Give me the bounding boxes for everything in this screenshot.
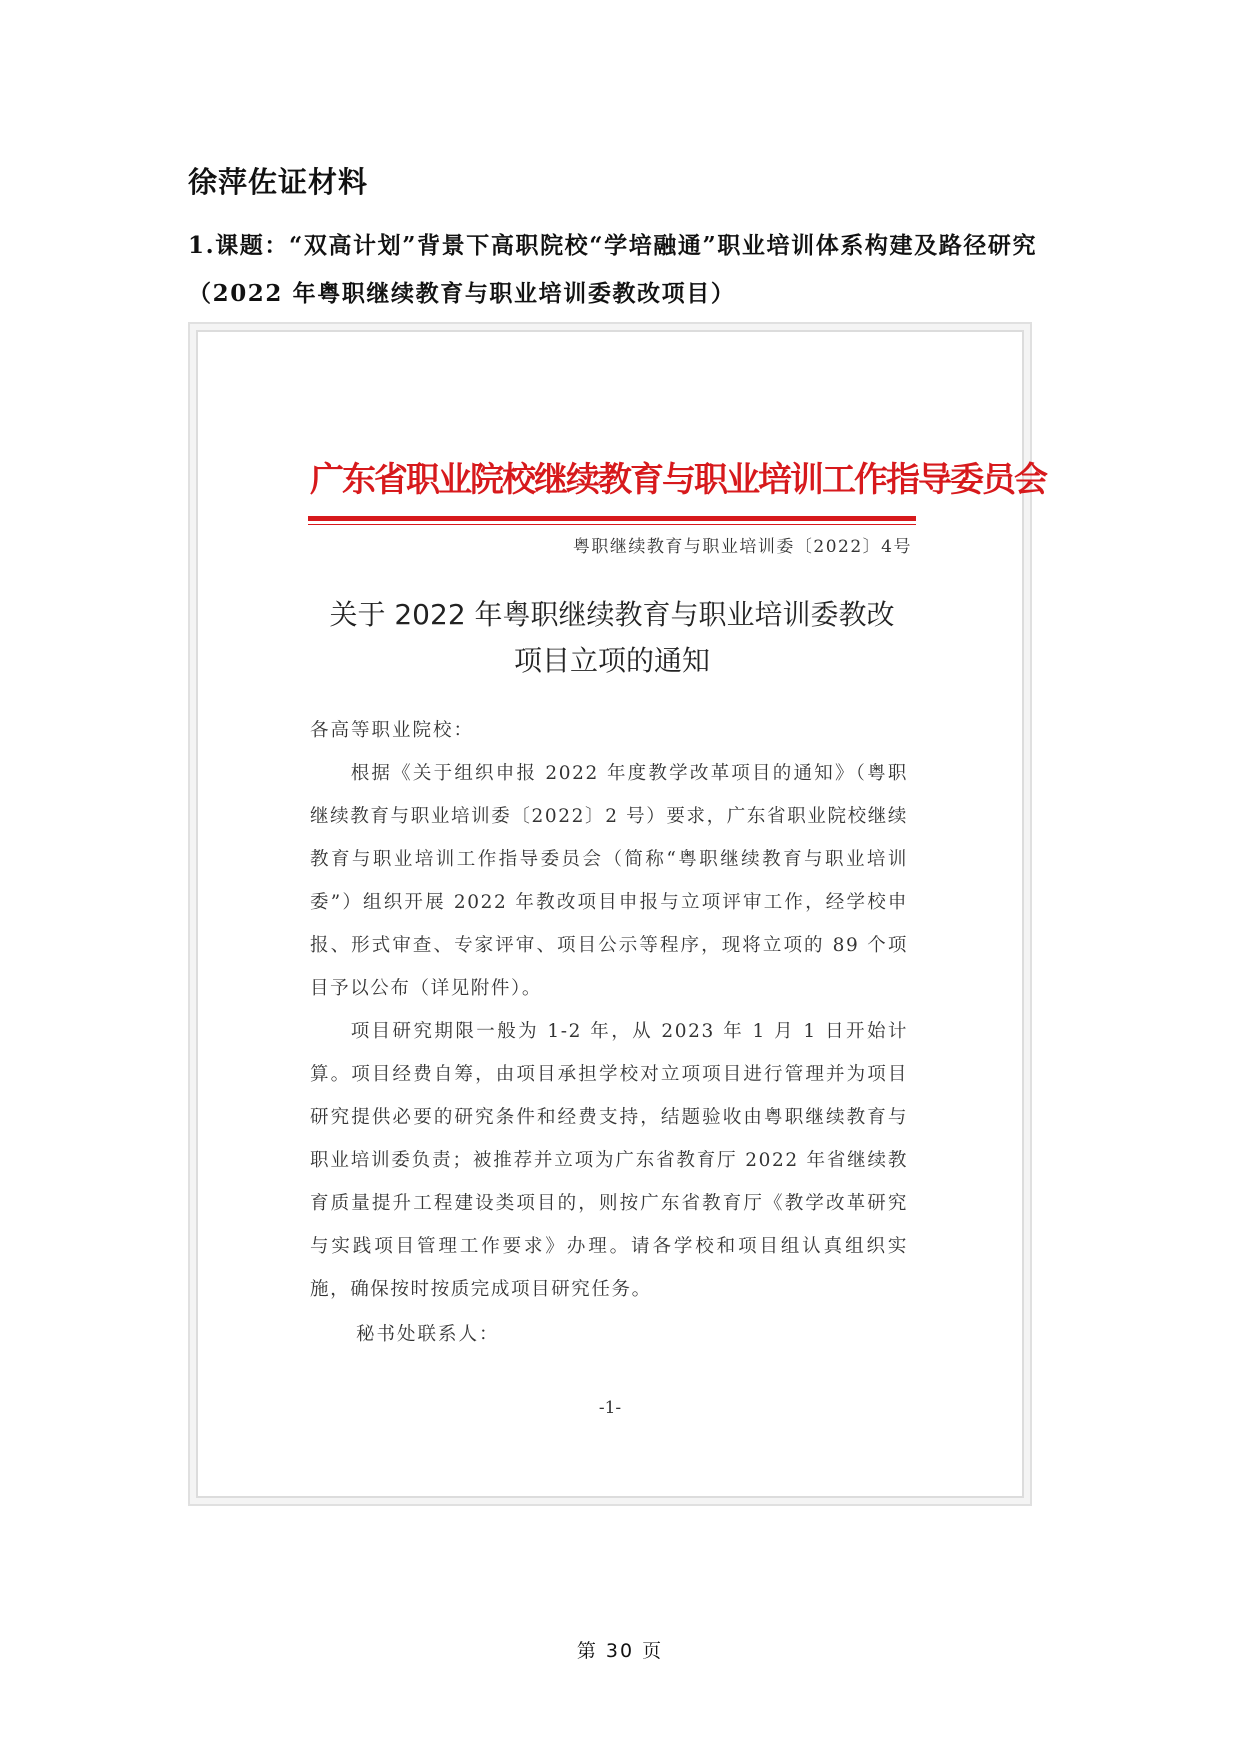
page-footer-number: 第 30 页 bbox=[576, 1640, 664, 1662]
notice-paragraph-1: 根据《关于组织申报 2022 年度教学改革项目的通知》（粤职继续教育与职业培训委〔2022〕2 号）要求，广东省职业院校继续教育与职业培训工作指导委员会（简称“粤职继续教育与职业培训委”）组织开展 2022 年教改项目申报与立项评审工作，经学校申报、形式审查、专家评审、项目公示等程序，现将立项的 89 个项目予以公布（详见附件）。 bbox=[310, 763, 908, 999]
salutation: 各高等职业院校： bbox=[310, 720, 475, 741]
project-subject: 1.课题：“双高计划”背景下高职院校“学培融通”职业培训体系构建及路径研究（2022 年粤职继续教育与职业培训委教改项目） bbox=[188, 232, 1038, 307]
page-heading: 徐萍佐证材料 bbox=[188, 165, 369, 199]
scanned-notice-image bbox=[188, 322, 1046, 1506]
notice-paragraph-2: 项目研究期限一般为 1-2 年，从 2023 年 1 月 1 日开始计算。项目经费自筹，由项目承担学校对立项项目进行管理并为项目研究提供必要的研究条件和经费支持，结题验收由粤职继续教育与职业培训委负责；被推荐并立项为广东省教育厅 2022 年省继续教育质量提升工程建设类项目的，则按广东省教育厅《教学改革研究与实践项目管理工作要求》办理。请各学校和项目组认真组织实施，确保按时按质完成项目研究任务。 bbox=[310, 1021, 908, 1300]
notice-title-line2: 项目立项的通知 bbox=[513, 644, 710, 677]
notice-title bbox=[290, 592, 934, 684]
notice-title-line1: 关于 2022 年粤职继续教育与职业培训委教改 bbox=[329, 598, 895, 631]
secretariat-contact-label: 秘书处联系人： bbox=[356, 1324, 500, 1345]
letterhead-org-name: 广东省职业院校继续教育与职业培训工作指导委员会 bbox=[310, 460, 1046, 500]
letterhead-red-thin-rule bbox=[308, 524, 916, 525]
document-number: 粤职继续教育与职业培训委〔2022〕4号 bbox=[572, 537, 912, 557]
letterhead-red-rule bbox=[308, 516, 916, 521]
scan-page-number: -1- bbox=[598, 1398, 622, 1418]
